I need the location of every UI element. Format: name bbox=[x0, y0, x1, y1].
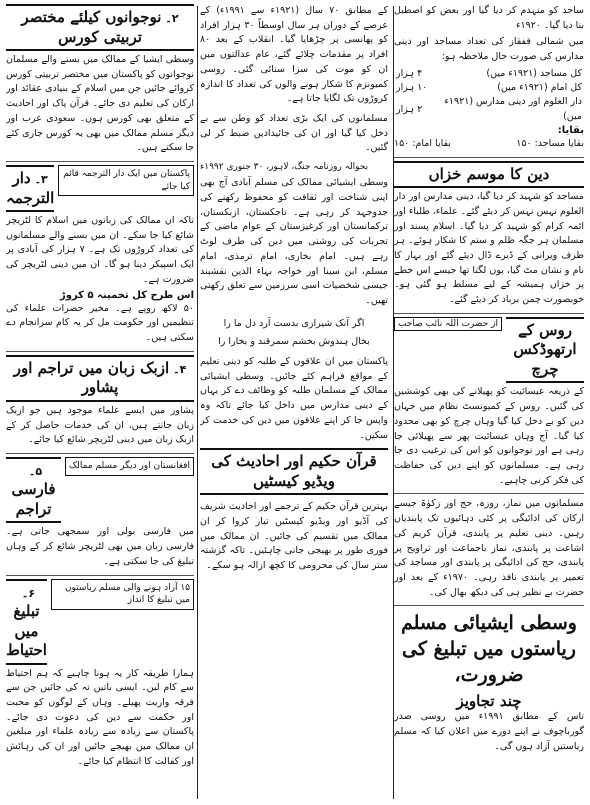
column-rule bbox=[197, 6, 198, 799]
column-right bbox=[394, 4, 584, 801]
section-uzbek-translation bbox=[6, 355, 194, 454]
section-translation-house bbox=[6, 165, 194, 352]
section-training-course bbox=[6, 4, 194, 162]
stat-value: ۴ ہزار bbox=[396, 67, 423, 79]
heading-row bbox=[6, 457, 194, 526]
section-body: مسلمانوں میں نماز، روزہ، حج اور زکوٰۃ جیسے ارکان کی ادائیگی پر کئی دہائیوں تک پابندیاں رہیں۔ دینی تعلیم پر پابندی، قرآن کریم کی اشاعت پر پابندی، نماز باجماعت اور تراویح پر پابندی، حج کی ادائیگی پر پابندی اور مساجد کی تعمیر پر پابندی نافذ رہی۔ ۱۹۷۰ء کے بعد اور حضرت بے نظیر ہی کی دیکھ بھال کی۔ bbox=[394, 498, 584, 598]
intro-line: ساجد کو منہدم کر دیا گیا اور بعض کو اصطبل بنا دیا گیا۔ ۱۹۲۰ء bbox=[394, 5, 584, 31]
section-title: دار الترجمہ bbox=[6, 169, 55, 207]
heading-row bbox=[6, 165, 194, 214]
section-body: تاس کے مطابق ۱۹۹۱ء میں روسی صدر گورباچوف نے اپنے دورے میں اعلان کیا کہ مسلم ریاستیں آزاد ہوں گی۔ bbox=[394, 711, 584, 752]
note-box: پاکستان میں ایک دار الترجمہ قائم کیا جائے bbox=[58, 165, 194, 196]
poem-line: اگر آنک شیرازی بدست آرد دل ما را bbox=[223, 317, 365, 329]
section-restrictions bbox=[394, 497, 584, 606]
remaining-title: بقایا: bbox=[557, 124, 584, 136]
remaining-mosques: بقایا مساجد: ۱۵۰ bbox=[516, 137, 584, 149]
remaining-imams: بقایا امام: ۱۵۰ bbox=[394, 137, 451, 149]
stat-label: کل مساجد (۱۹۲۱ء میں) bbox=[486, 67, 582, 79]
stat-value: ۱۰ ہزار bbox=[396, 82, 428, 94]
intro-section bbox=[394, 4, 584, 158]
section-title: ازبک زبان میں تراجم اور پشاور bbox=[13, 358, 170, 397]
cost-paragraph: ۵۰ لاکھ روپے ہے۔ مخیر حضرات علماء کی تنظیمیں اور حکومت مل کر یہ کام سرانجام دے سکتی ہیں۔ bbox=[6, 302, 194, 344]
note-box: افغانستان اور دیگر مسلم ممالک bbox=[65, 457, 194, 476]
article-title: وسطی ایشیائی مسلم ریاستوں میں تبلیغ کی ضرورت، bbox=[401, 612, 577, 686]
section-preaching-caution bbox=[6, 579, 194, 772]
section-orthodox-church bbox=[394, 317, 584, 495]
byline-box: از حضرت اللہ نائب صاحب bbox=[394, 317, 502, 331]
stat-row bbox=[394, 81, 584, 95]
section-body: مساجد کو شہید کر دیا گیا، دینی مدارس اور دار العلوم تہس نہس کر دیئے گئے۔ علماء، طلباء اور ائمہ کرام کو شہید کر دیا گیا۔ اسلام پسند اور مسلمان ہر جگہ ظلم و ستم کا شکار ہوئے۔ ہر طرف ویرانی کے ڈیرے ڈال دیئے گئے اور بہار کا نام و نشان مٹ گیا، یوں لگتا تھا جیسے اس خطے پر خزاں ہمیشہ کے لیے مسلط ہو گئی ہو۔ خوبصورت چمن برباد کر دیئے گئے۔ bbox=[394, 191, 584, 306]
mosque-stats-table bbox=[394, 67, 584, 124]
column-left bbox=[6, 4, 194, 801]
stat-label: کل امام (۱۹۲۱ء میں) bbox=[497, 82, 582, 94]
section-title: تبلیغ میں احتیاط bbox=[6, 602, 47, 660]
section-number: ۲۔ bbox=[165, 12, 179, 25]
poem-line: بخال ہندوش بخشم سمرقند و بخارا را bbox=[218, 335, 370, 347]
body-paragraph: مسلمانوں کی ایک بڑی تعداد کو وطن سے بے دخل کیا گیا اور ان کی جائیدادیں ضبط کر لی گئیں۔ bbox=[200, 113, 388, 154]
section-heading bbox=[6, 4, 194, 51]
section-autumn bbox=[394, 161, 584, 314]
body-paragraph: کے مطابق ۷۰ سال (۱۹۲۱ء سے ۱۹۹۱ء) کے عرصے کے دوران ہر سال اوسطاً ۳۰ ہزار افراد کو پھانسی پر چڑھایا گیا۔ انقلاب کے بعد ۸۰ افراد پر مقدمات چلائے گئے، عام عدالتوں میں ان کو موت کی سزا سنائی گئی۔ روسی کمیونزم کا شکار ہونے والوں کی تعداد کا اندازہ کروڑوں تک لگایا جاتا ہے۔ bbox=[200, 5, 388, 105]
section-heading bbox=[6, 355, 194, 402]
remaining-row bbox=[394, 137, 584, 154]
section-body: تاکہ ان ممالک کی زبانوں میں اسلام کا لٹریچر شائع کیا جا سکے۔ ان میں بسنے والے مسلمانوں کی تعداد کروڑوں تک ہے۔ ۷ ہزار کی آبادی پر ایک اسپیکر دینا ہو گا۔ ان میں دینی لٹریچر کی ضرورت ہے۔ bbox=[6, 215, 194, 285]
section-body: وسطی ایشیا کے ممالک میں بسنے والے مسلمان نوجوانوں کو پاکستان میں مختصر تربیتی کورس کروائے جائیں جن میں اسلام کے بنیادی عقائد اور ارکان کی تعلیم دی جائے۔ قرآن پاک اور احادیث کے متعلق بھی کورس ہوں۔ سعودی عرب اور دیگر مسلم ممالک میں بھی یہ کورس جاری کئے جا سکتے ہیں۔ bbox=[6, 54, 194, 154]
intro-line: میں شمالی قفقاز کی تعداد مساجد اور دینی مدارس کی صورت حال ملاحظہ ہو: bbox=[394, 36, 584, 63]
section-number: ۳۔ bbox=[34, 173, 48, 187]
body-paragraph: وسطی ایشیائی ممالک کی مسلم آبادی آج بھی اپنی شناخت اور ثقافت کو محفوظ رکھنے کی جدوجہد کر رہی ہے۔ تاجکستان، ازبکستان، ترکمانستان اور کرغیزستان کے عوام ماضی کے تجربات کی روشنی میں دین کی طرف لوٹ رہے ہیں۔ امام بخاری، امام ترمذی، امام مسلم، ابن سینا اور خواجہ بہاء الدین نقشبند جیسی شخصیات اسی سرزمین سے تعلق رکھتی تھیں۔ bbox=[200, 177, 388, 306]
poem-block bbox=[200, 314, 388, 352]
stat-value: ۲ ہزار bbox=[396, 103, 423, 115]
heading-row bbox=[394, 317, 584, 386]
section-number: ۶۔ bbox=[21, 586, 36, 600]
column-middle bbox=[200, 4, 388, 801]
section-heading: قرآن حکیم اور احادیث کی ویڈیو کیسٹیں bbox=[200, 448, 388, 495]
section-persian-translation bbox=[6, 457, 194, 576]
estimate-note: اس طرح کل تخمینہ ۵ کروڑ bbox=[59, 289, 194, 301]
source-citation: بحوالہ روزنامہ جنگ، لاہور، ۳۰ جنوری ۱۹۹۲ء bbox=[200, 162, 369, 173]
body-paragraph: پاکستان میں ان علاقوں کے طلبہ کو دینی تعلیم کے مواقع فراہم کئے جائیں۔ وسطی ایشیائی ممالک کے مسلمان طلبہ کو وظائف دے کر یہاں کے دینی مدارس میں داخل کیا جائے تاکہ وہ واپس جا کر اپنے علاقوں میں دین کی خدمت کر سکیں۔ bbox=[200, 355, 388, 441]
section-number: ۵۔ bbox=[28, 464, 43, 478]
section-title: فارسی تراجم bbox=[11, 480, 56, 518]
article-subtitle: چند تجاویز bbox=[456, 692, 522, 711]
section-heading: روس کے ارتھوڈکس چرچ bbox=[506, 317, 584, 384]
section-number: ۴۔ bbox=[173, 362, 187, 376]
heading-row bbox=[6, 579, 194, 667]
section-title: نوجوانوں کیلئے مختصر تربیتی کورس bbox=[21, 8, 162, 46]
stat-label: دار العلوم اور دینی مدارس (۱۹۲۱ء میں) bbox=[444, 96, 582, 122]
section-body: ہمارا طریقہ کار یہ ہونا چاہیے کہ ہم احتیاط سے کام لیں۔ ایسی باتیں نہ کی جائیں جن سے فرقہ واریت پھیلے۔ وہاں کے لوگوں کو محبت اور حکمت سے دین کی دعوت دی جائے۔ پاکستان سے زیادہ سے زیادہ علماء اور مبلغین ان ممالک میں بھیجے جائیں اور ان کی رہائش اور کفالت کا انتظام کیا جائے۔ bbox=[6, 667, 194, 767]
section-body: پشاور میں ایسے علماء موجود ہیں جو ازبک زبان جانتے ہیں، ان کی خدمات حاصل کر کے ازبک زبان میں دینی لٹریچر شائع کیا جائے۔ bbox=[6, 404, 194, 446]
stat-row bbox=[394, 95, 584, 124]
note-box: ۱۵ آزاد ہونے والی مسلم ریاستوں میں تبلیغ کا انداز bbox=[51, 579, 194, 610]
body-paragraph: بہترین قرآن حکیم کے ترجمے اور احادیث شریف کی آڈیو اور ویڈیو کیسٹیں تیار کروا کر ان ممالک میں تقسیم کی جائیں۔ ان ممالک میں فوری طور پر بھیجی جانی چاہئیں۔ تاکہ گزشتہ ستر سال کی محرومی کا کچھ ازالہ ہو سکے۔ bbox=[200, 501, 388, 572]
section-central-asia-proposals bbox=[394, 609, 584, 756]
section-body: میں فارسی بولی اور سمجھی جاتی ہے۔ فارسی زبان میں بھی لٹریچر شائع کر کے وہاں تبلیغ کی جا سکتی ہے۔ bbox=[6, 526, 194, 567]
stat-row bbox=[394, 67, 584, 81]
section-heading bbox=[6, 457, 61, 524]
section-body: کے ذریعہ عیسائیت کو پھیلانے کی بھی کوششیں کی گئیں۔ روس کے کمیونسٹ نظام میں جہاں دین کو بے دخل کیا گیا وہاں چرچ کو بھی محدود کیا گیا۔ آج وہاں عیسائیت پھر سے پھیلائی جا رہی ہے اور نوجوانوں کو اس کی ترغیب دی جا رہی ہے۔ مسلمانوں کو اپنے دین کی حفاظت کی فکر کرنی چاہیے۔ bbox=[394, 386, 584, 486]
section-heading bbox=[6, 579, 47, 665]
section-heading: دین کا موسم خزاں bbox=[394, 161, 584, 189]
section-heading bbox=[6, 165, 54, 212]
